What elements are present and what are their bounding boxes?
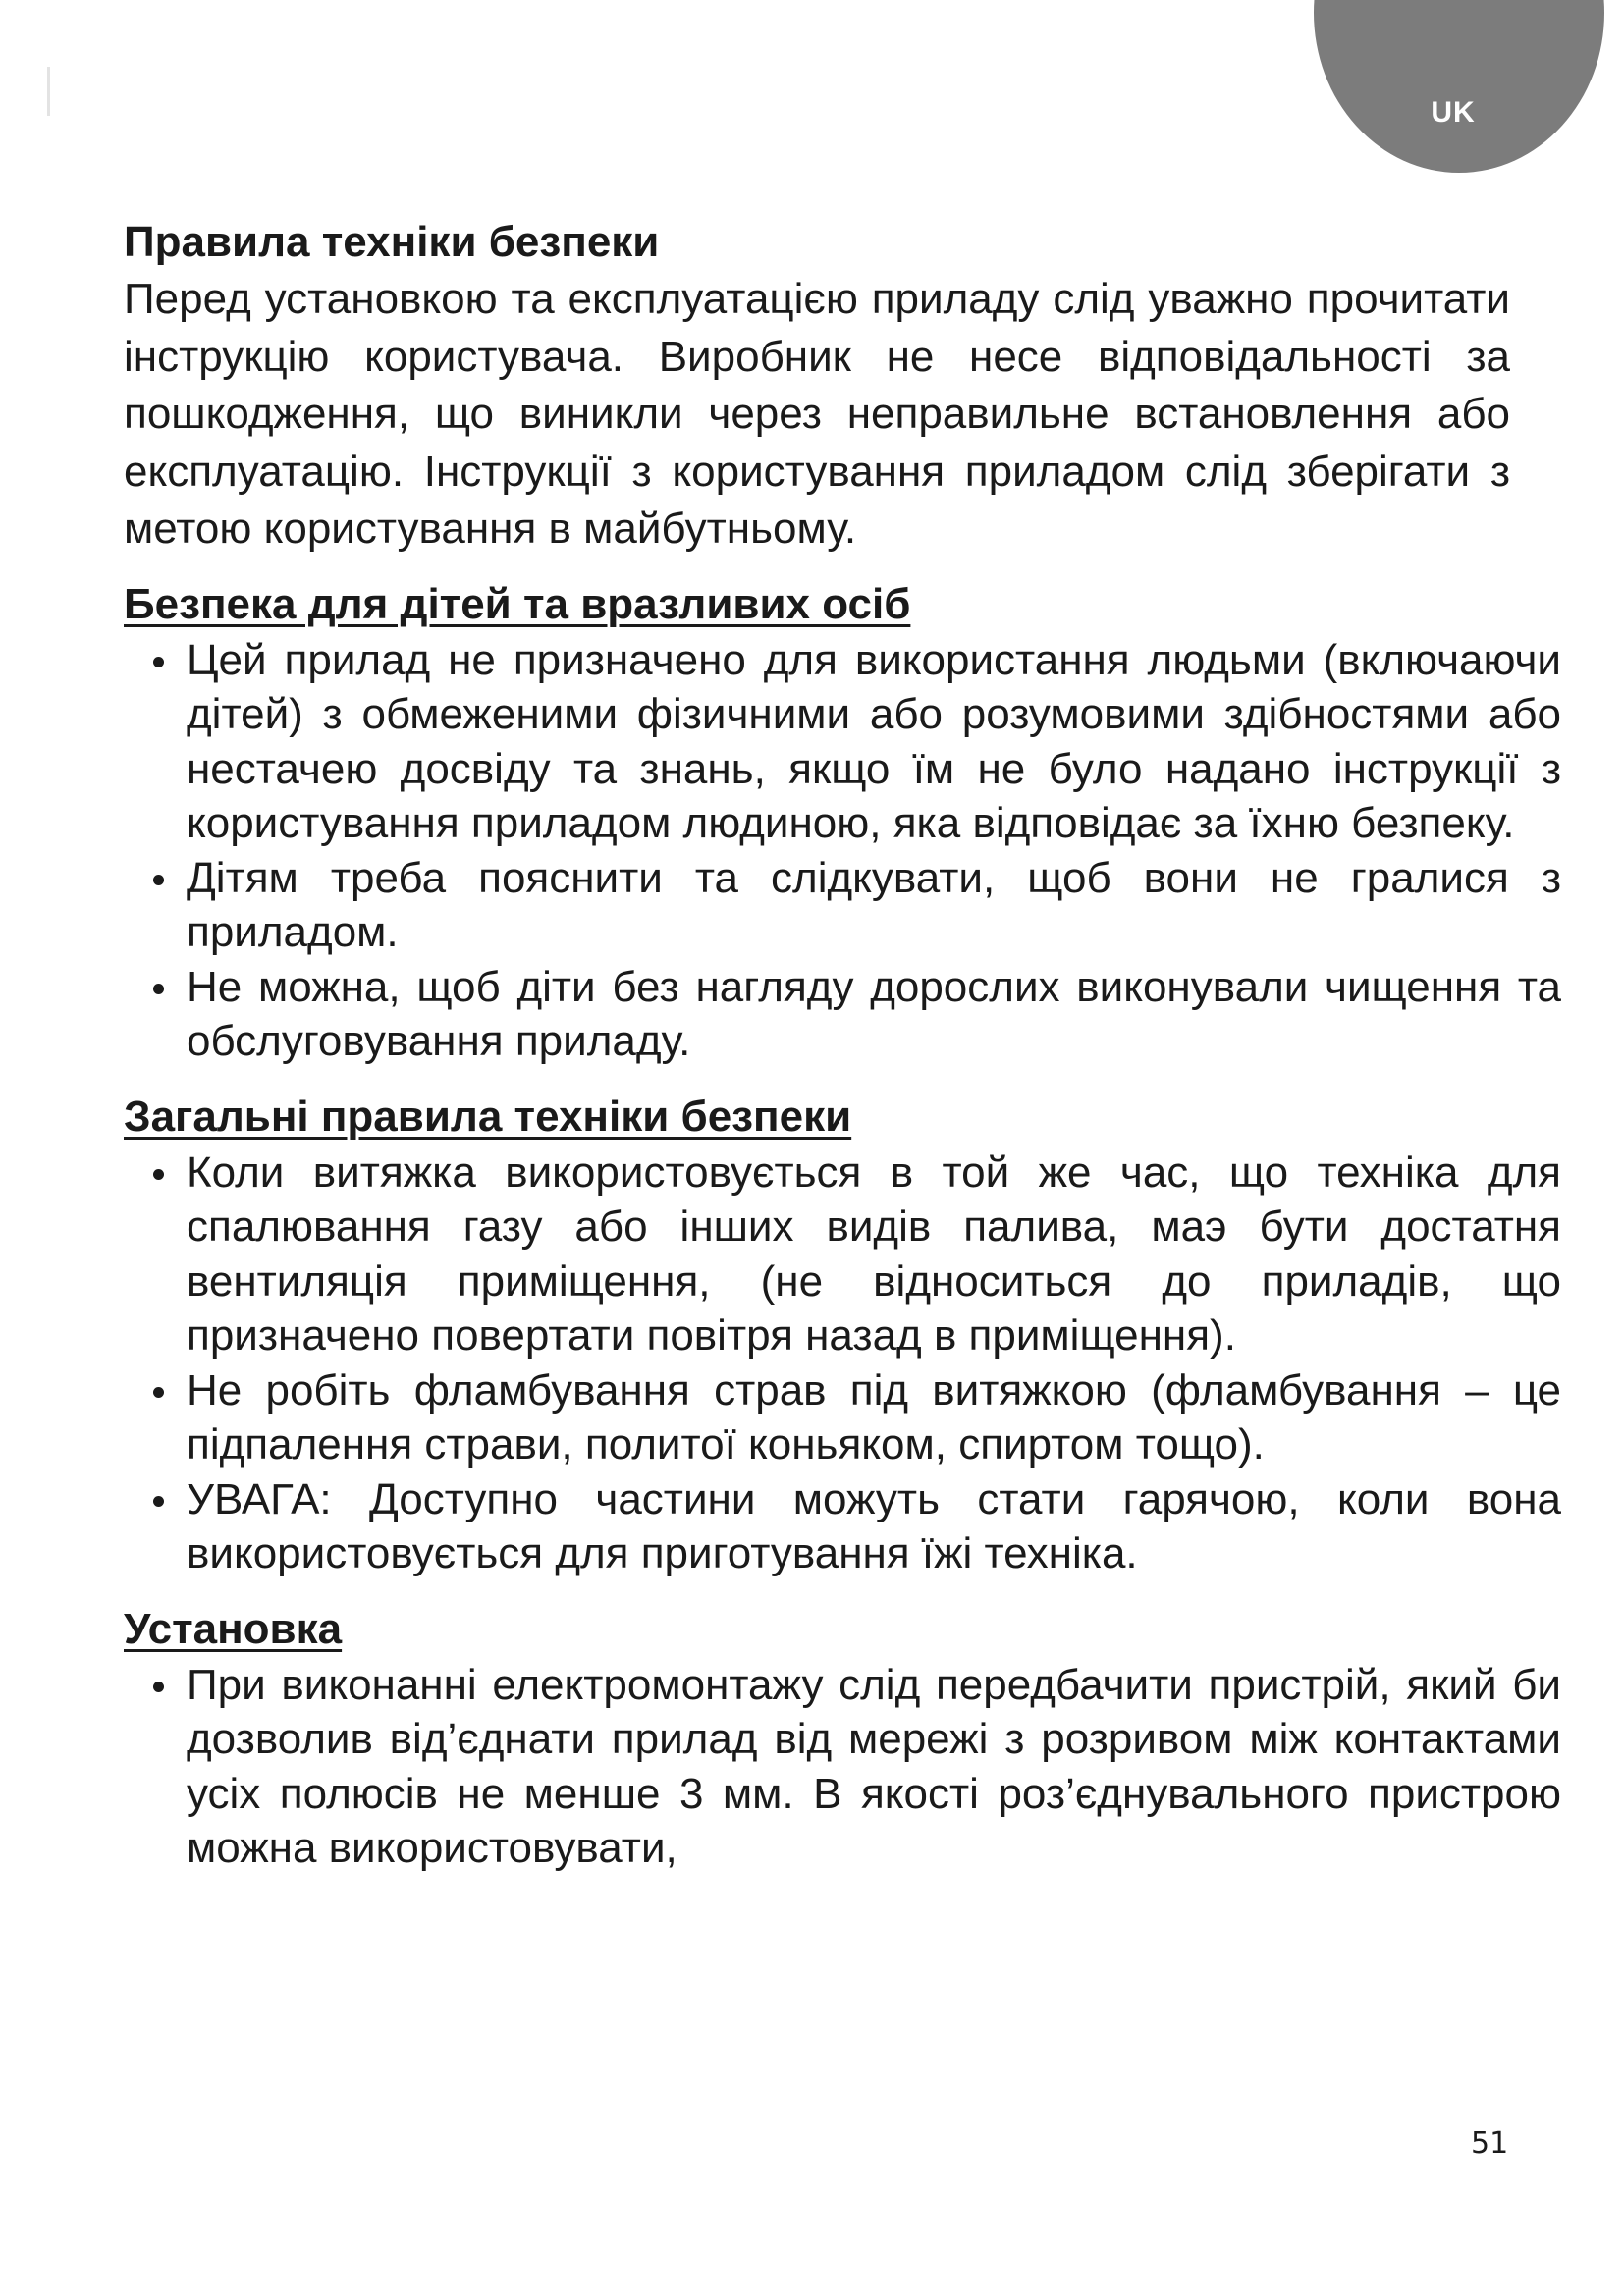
intro-paragraph: Перед установкою та експлуатацією приладу слід уважно прочитати інструкцію користувача. Виробник не несе відповідальності за пошкодження, що виникли через неправильне встановлення або експлуатацію. Інструкції з користування приладом слід зберігати з метою користування в майбутньому. <box>124 275 1510 553</box>
list-item-text: Цей прилад не призначено для використання людьми (включаючи дітей) з обмеженими фізичними або розумовими здібностями або нестачею досвіду та знань, якщо їм не було надано інструкції з користування приладом людиною, яка відповідає за їхню безпеку. <box>187 635 1561 847</box>
list-item-text: УВАГА: Доступно частини можуть стати гарячою, коли вона використовується для приготування їжі техніка. <box>187 1474 1561 1577</box>
page-edge-mark <box>47 67 50 116</box>
section-heading-general-safety: Загальні правила техніки безпеки <box>124 1092 852 1141</box>
list-item-text: При виконанні електромонтажу слід передбачити пристрій, який би дозволив від’єднати прилад від мережі з розривом між контактами усіх полюсів не менше 3 мм. В якості роз’єднувального пристрою можна використовувати, <box>187 1660 1561 1872</box>
list-item-text: Не робіть фламбування страв під витяжкою (фламбування – це підпалення страви, политої коньяком, спиртом тощо). <box>187 1365 1561 1468</box>
bullet-icon <box>153 657 164 667</box>
page-number: 51 <box>1471 2126 1509 2161</box>
list-item-text: Коли витяжка використовується в той же час, що техніка для спалювання газу або інших видів палива, маэ бути достатня вентиляція приміщення, (не відноситься до приладів, що призначено повертати повітря назад в приміщення). <box>187 1148 1561 1360</box>
installation-list <box>124 1658 1561 1876</box>
list-item-text: Дітям треба пояснити та слідкувати, щоб вони не гралися з приладом. <box>187 853 1561 956</box>
section-child-safety <box>124 576 1561 1069</box>
bullet-icon <box>153 1496 164 1507</box>
list-item-text: Не можна, щоб діти без нагляду дорослих виконували чищення та обслуговування приладу. <box>187 962 1561 1065</box>
list-item <box>124 1658 1561 1876</box>
page-title: Правила техніки безпеки <box>124 218 660 266</box>
section-general-safety <box>124 1089 1561 1581</box>
section-installation <box>124 1601 1561 1876</box>
document-body <box>124 214 1561 1876</box>
list-item <box>124 1363 1561 1472</box>
language-tab <box>1314 0 1604 173</box>
bullet-icon <box>153 875 164 885</box>
list-item <box>124 960 1561 1069</box>
list-item <box>124 1146 1561 1363</box>
list-item <box>124 851 1561 960</box>
bullet-icon <box>153 1387 164 1398</box>
section-heading-installation: Установка <box>124 1604 343 1653</box>
general-safety-list <box>124 1146 1561 1581</box>
bullet-icon <box>153 1169 164 1180</box>
list-item <box>124 633 1561 851</box>
child-safety-list <box>124 633 1561 1069</box>
bullet-icon <box>153 1682 164 1692</box>
bullet-icon <box>153 984 164 994</box>
list-item <box>124 1472 1561 1581</box>
section-heading-child-safety: Безпека для дітей та вразливих осіб <box>124 579 911 628</box>
language-tab-label: UK <box>1431 96 1476 129</box>
